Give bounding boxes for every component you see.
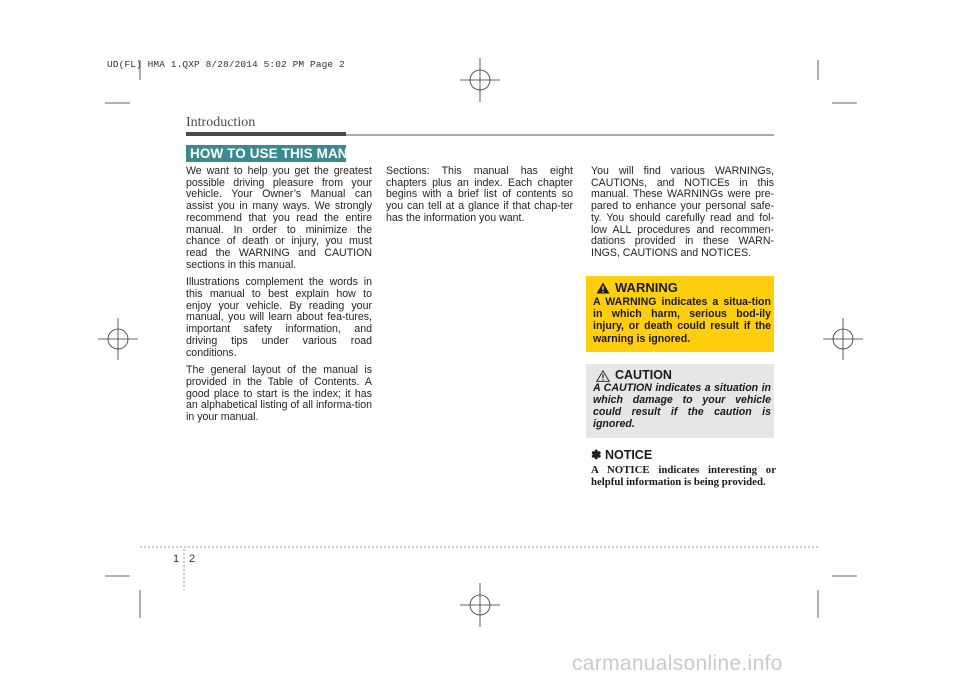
body-column-1 [186, 166, 372, 430]
notice-title: ✽ NOTICE [591, 448, 653, 462]
caution-triangle-icon [596, 370, 610, 382]
paragraph: Illustrations complement the words in this manual to best explain how to enjoy your vehicle. By reading your manual, you will learn about fea-tures, important safety information, and driving tips under various road conditions. [186, 276, 372, 359]
watermark: carmanualsonline.info [572, 652, 783, 675]
warning-title: WARNING [615, 280, 678, 295]
warning-triangle-icon [596, 282, 610, 294]
warning-text: A WARNING indicates a situa-tion in which harm, serious bod-ily injury, or death could result if the warning is ignored. [593, 296, 771, 345]
paragraph: We want to help you get the greatest possible driving pleasure from your vehicle. Your Owner’s Manual can assist you in many ways. We strongly recommend that you read the entire manual. In order to minimize the chance of death or injury, you must read the WARNING and CAUTION sections in this manual. [186, 165, 372, 271]
body-column-3 [591, 166, 774, 266]
footer-page-number: 2 [189, 553, 196, 565]
notice-text: A NOTICE indicates interesting or helpful information is being provided. [591, 464, 776, 489]
caution-title: CAUTION [615, 368, 672, 382]
print-slug: UD(FL) HMA 1.QXP 8/28/2014 5:02 PM Page 2 [107, 59, 345, 70]
caution-text: A CAUTION indicates a situation in which damage to your vehicle could result if the caution is ignored. [593, 382, 771, 430]
footer-section-number: 1 [173, 553, 180, 565]
paragraph: The general layout of the manual is provided in the Table of Contents. A good place to start is the index; it has an alphabetical listing of all informa-tion in your manual. [186, 364, 372, 424]
running-header-title: Introduction [186, 115, 256, 130]
section-heading: HOW TO USE THIS MANUAL [190, 146, 376, 161]
paragraph: Sections: This manual has eight chapters plus an index. Each chapter begins with a brief list of contents so you can tell at a glance if that chap-ter has the information you want. [386, 165, 573, 224]
body-column-2 [386, 166, 573, 231]
paragraph: You will find various WARNINGs, CAUTIONs, and NOTICEs in this manual. These WARNINGs were pre-pared to enhance your personal safe-ty. You should carefully read and fol-low ALL procedures and recommen-dations provided in these WARN-INGS, CAUTIONS and NOTICES. [591, 165, 774, 259]
